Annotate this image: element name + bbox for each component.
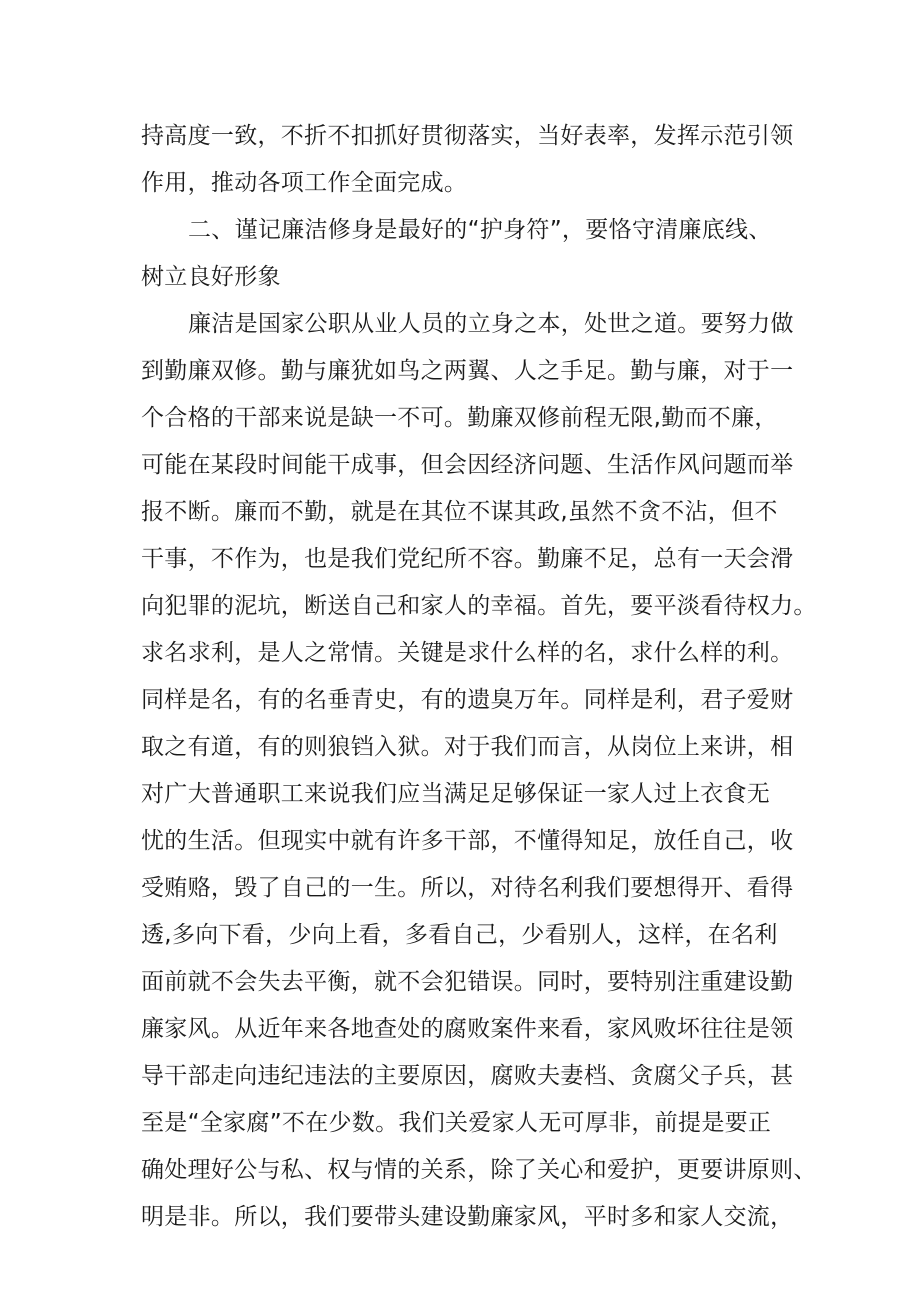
text-line: 透,多向下看，少向上看，多看自己，少看别人，这样，在名利 — [141, 922, 778, 948]
text-line: 确处理好公与私、权与情的关系，除了关心和爱护，更要讲原则、 — [141, 1157, 817, 1183]
text-line: 持高度一致，不折不扣抓好贯彻落实，当好表率，发挥示范引领 — [141, 123, 794, 149]
paragraph-start: 廉洁是国家公职从业人员的立身之本，处世之道。要努力做 — [188, 311, 794, 337]
text-line: 报不断。廉而不勤，就是在其位不谋其政,虽然不贪不沾，但不 — [141, 499, 778, 525]
text-line: 至是“全家腐”不在少数。我们关爱家人无可厚非，前提是要正 — [141, 1110, 772, 1136]
text-line: 干事，不作为，也是我们党纪所不容。勤廉不足，总有一天会滑 — [141, 546, 794, 572]
text-line: 向犯罪的泥坑，断送自己和家人的幸福。首先，要平淡看待权力。 — [141, 593, 817, 619]
text-line: 可能在某段时间能干成事，但会因经济问题、生活作风问题而举 — [141, 452, 794, 478]
text-line: 求名求利，是人之常情。关键是求什么样的名，求什么样的利。 — [141, 640, 794, 666]
text-line: 作用，推动各项工作全面完成。 — [141, 170, 468, 196]
text-line: 受贿赂，毁了自己的一生。所以，对待名利我们要想得开、看得 — [141, 875, 794, 901]
text-line: 到勤廉双修。勤与廉犹如鸟之两翼、人之手足。勤与廉，对于一 — [141, 358, 794, 384]
section-heading: 二、谨记廉洁修身是最好的“护身符”，要恪守清廉底线、 — [188, 217, 772, 243]
section-heading-continued: 树立良好形象 — [141, 264, 281, 290]
text-line: 取之有道，有的则狼铛入狱。对于我们而言，从岗位上来讲，相 — [141, 734, 794, 760]
text-line: 对广大普通职工来说我们应当满足足够保证一家人过上衣食无 — [141, 781, 771, 807]
text-line: 明是非。所以，我们要带头建设勤廉家风，平时多和家人交流， — [141, 1204, 794, 1230]
text-line: 忧的生活。但现实中就有许多干部，不懂得知足，放任自己，收 — [141, 828, 794, 854]
text-line: 导干部走向违纪违法的主要原因，腐败夫妻档、贪腐父子兵，甚 — [141, 1063, 794, 1089]
text-line: 同样是名，有的名垂青史，有的遗臭万年。同样是利，君子爱财 — [141, 687, 794, 713]
text-line: 个合格的干部来说是缺一不可。勤廉双修前程无限,勤而不廉， — [141, 405, 778, 431]
text-line: 廉家风。从近年来各地查处的腐败案件来看，家风败坏往往是领 — [141, 1016, 794, 1042]
text-line: 面前就不会失去平衡，就不会犯错误。同时，要特别注重建设勤 — [141, 969, 794, 995]
document-body — [141, 113, 817, 1241]
